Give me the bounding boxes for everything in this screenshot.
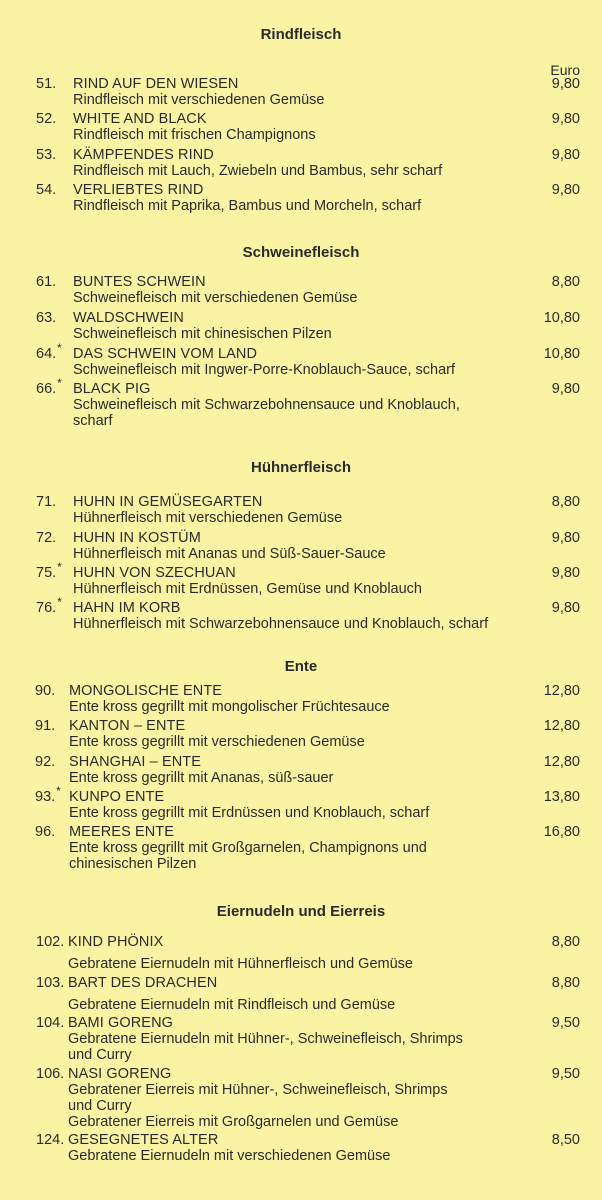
item-name: KÄMPFENDES RIND	[73, 147, 214, 163]
item-number-text: 103.	[36, 975, 65, 991]
spicy-asterisk: *	[57, 341, 62, 355]
item-body	[73, 565, 533, 597]
item-number	[36, 274, 72, 290]
item-number-text: 75.	[36, 565, 57, 581]
item-number	[36, 1132, 72, 1148]
item-name: HAHN IM KORB	[73, 600, 181, 616]
item-number-text: 61.	[36, 274, 57, 290]
item-description: Schweinefleisch mit Schwarzebohnensauce und Knoblauch,	[73, 397, 460, 413]
item-description: Schweinefleisch mit Ingwer-Porre-Knoblauch-Sauce, scharf	[73, 362, 456, 378]
item-description: Gebratene Eiernudeln mit Hühner-, Schweinefleisch, Shrimps	[68, 1031, 463, 1047]
item-body	[69, 718, 529, 750]
item-price: 12,80	[543, 683, 580, 699]
item-name: SHANGHAI – ENTE	[69, 754, 202, 770]
item-description: Gebratener Eierreis mit Großgarnelen und Gemüse	[68, 1114, 399, 1130]
item-description: Schweinefleisch mit chinesischen Pilzen	[73, 326, 332, 342]
item-body	[73, 381, 533, 429]
item-price: 8,80	[551, 975, 580, 991]
currency-label: Euro	[550, 62, 580, 78]
item-number-text: 51.	[36, 76, 57, 92]
item-price: 9,80	[551, 600, 580, 616]
item-body	[73, 346, 533, 378]
item-body	[73, 310, 533, 342]
item-body	[73, 111, 533, 143]
item-price: 10,80	[543, 310, 580, 326]
item-name: HUHN IN KOSTÜM	[73, 530, 201, 546]
item-description: Hühnerfleisch mit Erdnüssen, Gemüse und Knoblauch	[73, 581, 422, 597]
item-name: BUNTES SCHWEIN	[73, 274, 206, 290]
item-number-text: 64.	[36, 346, 57, 362]
item-number	[36, 530, 72, 546]
item-description: Rindfleisch mit Lauch, Zwiebeln und Bambus, sehr scharf	[73, 163, 443, 179]
item-number-text: 54.	[36, 182, 57, 198]
section-heading: Eiernudeln und Eierreis	[216, 903, 386, 920]
item-number	[35, 718, 71, 734]
item-number	[36, 1066, 72, 1082]
item-number	[36, 376, 72, 397]
item-price: 10,80	[543, 346, 580, 362]
item-body	[69, 754, 529, 786]
item-price: 9,80	[551, 530, 580, 546]
spicy-asterisk: *	[57, 376, 62, 390]
item-price: 9,80	[551, 381, 580, 397]
section-heading: Ente	[284, 658, 318, 675]
item-name: GESEGNETES ALTER	[68, 1132, 219, 1148]
item-price: 8,80	[551, 274, 580, 290]
item-description: Hühnerfleisch mit verschiedenen Gemüse	[73, 510, 343, 526]
item-number	[36, 341, 72, 362]
item-number	[36, 494, 72, 510]
item-description: Gebratene Eiernudeln mit Rindfleisch und Gemüse	[68, 997, 396, 1013]
item-body	[68, 1132, 538, 1164]
item-number-text: 76.	[36, 600, 57, 616]
item-number-text: 53.	[36, 147, 57, 163]
item-number-text: 91.	[35, 718, 56, 734]
spicy-asterisk: *	[56, 784, 61, 798]
item-description: scharf	[73, 413, 113, 429]
item-price: 9,50	[551, 1015, 580, 1031]
item-number-text: 106.	[36, 1066, 65, 1082]
item-price: 16,80	[543, 824, 580, 840]
item-price: 9,80	[551, 182, 580, 198]
item-number	[36, 310, 72, 326]
item-name: WALDSCHWEIN	[73, 310, 184, 326]
item-name: VERLIEBTES RIND	[73, 182, 204, 198]
item-number-text: 93.	[35, 789, 56, 805]
item-body	[68, 934, 538, 972]
item-number-text: 52.	[36, 111, 57, 127]
item-price: 9,80	[551, 111, 580, 127]
item-number	[36, 111, 72, 127]
item-name: HUHN IN GEMÜSEGARTEN	[73, 494, 263, 510]
item-name: KIND PHÖNIX	[68, 934, 164, 950]
item-description: Hühnerfleisch mit Ananas und Süß-Sauer-Sauce	[73, 546, 386, 562]
item-price: 13,80	[543, 789, 580, 805]
item-body	[68, 1015, 538, 1063]
item-description: Rindfleisch mit verschiedenen Gemüse	[73, 92, 325, 108]
item-price: 9,80	[551, 565, 580, 581]
item-description: Schweinefleisch mit verschiedenen Gemüse	[73, 290, 358, 306]
item-description: Hühnerfleisch mit Schwarzebohnensauce und Knoblauch, scharf	[73, 616, 489, 632]
section-heading: Hühnerfleisch	[250, 459, 352, 476]
item-body	[68, 1066, 538, 1130]
item-name: BAMI GORENG	[68, 1015, 174, 1031]
section-heading: Schweinefleisch	[242, 244, 360, 261]
item-number	[35, 824, 71, 840]
item-body	[73, 494, 533, 526]
item-description: und Curry	[68, 1047, 132, 1063]
item-body	[73, 530, 533, 562]
item-description: Gebratener Eierreis mit Hühner-, Schweinefleisch, Shrimps	[68, 1082, 448, 1098]
item-number	[36, 975, 72, 991]
item-name: BART DES DRACHEN	[68, 975, 218, 991]
item-body	[73, 147, 533, 179]
item-name: MONGOLISCHE ENTE	[69, 683, 223, 699]
item-number	[36, 595, 72, 616]
item-number-text: 63.	[36, 310, 57, 326]
item-name: BLACK PIG	[73, 381, 151, 397]
item-number	[35, 784, 71, 805]
item-description: und Curry	[68, 1098, 132, 1114]
item-number-text: 90.	[35, 683, 56, 699]
item-body	[73, 600, 533, 632]
spicy-asterisk: *	[57, 560, 62, 574]
item-number	[36, 76, 72, 92]
item-number	[36, 560, 72, 581]
item-body	[73, 76, 533, 108]
item-number-text: 102.	[36, 934, 65, 950]
item-body	[69, 683, 529, 715]
item-number-text: 72.	[36, 530, 57, 546]
item-description: Ente kross gegrillt mit mongolischer Früchtesauce	[69, 699, 390, 715]
item-number-text: 71.	[36, 494, 57, 510]
item-number	[36, 1015, 72, 1031]
item-description: Ente kross gegrillt mit Großgarnelen, Champignons und	[69, 840, 427, 856]
item-name: HUHN VON SZECHUAN	[73, 565, 236, 581]
section-heading: Rindfleisch	[260, 26, 342, 43]
item-number-text: 66.	[36, 381, 57, 397]
item-name: KUNPO ENTE	[69, 789, 165, 805]
item-price: 9,50	[551, 1066, 580, 1082]
item-number	[35, 683, 71, 699]
item-name: RIND AUF DEN WIESEN	[73, 76, 239, 92]
item-number	[36, 934, 72, 950]
item-name: NASI GORENG	[68, 1066, 172, 1082]
item-price: 8,80	[551, 934, 580, 950]
item-body	[69, 789, 529, 821]
item-price: 8,80	[551, 494, 580, 510]
item-price: 12,80	[543, 754, 580, 770]
item-body	[68, 975, 538, 1013]
item-name: DAS SCHWEIN VOM LAND	[73, 346, 258, 362]
item-price: 9,80	[551, 147, 580, 163]
item-price: 9,80	[551, 76, 580, 92]
item-body	[73, 182, 533, 214]
item-number-text: 92.	[35, 754, 56, 770]
item-name: KANTON – ENTE	[69, 718, 186, 734]
item-description: chinesischen Pilzen	[69, 856, 197, 872]
item-description: Gebratene Eiernudeln mit Hühnerfleisch und Gemüse	[68, 956, 413, 972]
item-body	[69, 824, 529, 872]
item-description: Ente kross gegrillt mit Erdnüssen und Knoblauch, scharf	[69, 805, 430, 821]
item-price: 12,80	[543, 718, 580, 734]
item-name: MEERES ENTE	[69, 824, 175, 840]
item-description: Ente kross gegrillt mit verschiedenen Gemüse	[69, 734, 365, 750]
spicy-asterisk: *	[57, 595, 62, 609]
item-body	[73, 274, 533, 306]
item-description: Rindfleisch mit frischen Champignons	[73, 127, 316, 143]
item-number-text: 104.	[36, 1015, 65, 1031]
item-description: Ente kross gegrillt mit Ananas, süß-sauer	[69, 770, 334, 786]
item-price: 8,50	[551, 1132, 580, 1148]
item-number	[36, 182, 72, 198]
item-number-text: 96.	[35, 824, 56, 840]
item-description: Gebratene Eiernudeln mit verschiedenen Gemüse	[68, 1148, 391, 1164]
item-number-text: 124.	[36, 1132, 65, 1148]
item-number	[36, 147, 72, 163]
item-description: Rindfleisch mit Paprika, Bambus und Morcheln, scharf	[73, 198, 422, 214]
item-name: WHITE AND BLACK	[73, 111, 207, 127]
item-number	[35, 754, 71, 770]
